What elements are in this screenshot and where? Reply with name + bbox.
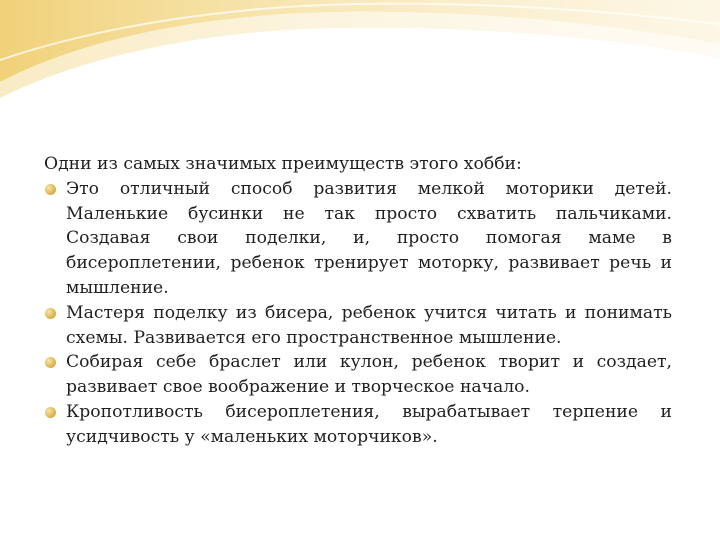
top-wave-decoration	[0, 0, 720, 120]
text-body	[42, 152, 672, 450]
bullet-text: Кропотливость бисероплетения, вырабатывает терпение и усидчивость у «маленьких моторчиков».	[66, 401, 672, 447]
bullet-list	[42, 177, 672, 450]
bullet-item	[42, 350, 672, 400]
bullet-item	[42, 177, 672, 301]
bullet-text: Это отличный способ развития мелкой моторики детей. Маленькие бусинки не так просто схватить пальчиками. Создавая свои поделки, и, просто помогая маме в бисероплетении, ребенок тренирует моторку, развивает речь и мышление.	[66, 178, 672, 298]
intro-text: Одни из самых значимых преимуществ этого хобби:	[44, 154, 522, 174]
bullet-text: Собирая себе браслет или кулон, ребенок творит и создает, развивает свое воображение и творческое начало.	[66, 352, 672, 398]
bullet-dot-icon	[45, 407, 56, 418]
bullet-item	[42, 400, 672, 450]
bullet-text: Мастеря поделку из бисера, ребенок учится читать и понимать схемы. Развивается его пространственное мышление.	[66, 302, 672, 348]
bullet-dot-icon	[45, 357, 56, 368]
bullet-dot-icon	[45, 308, 56, 319]
bullet-dot-icon	[45, 184, 56, 195]
bullet-item	[42, 301, 672, 351]
